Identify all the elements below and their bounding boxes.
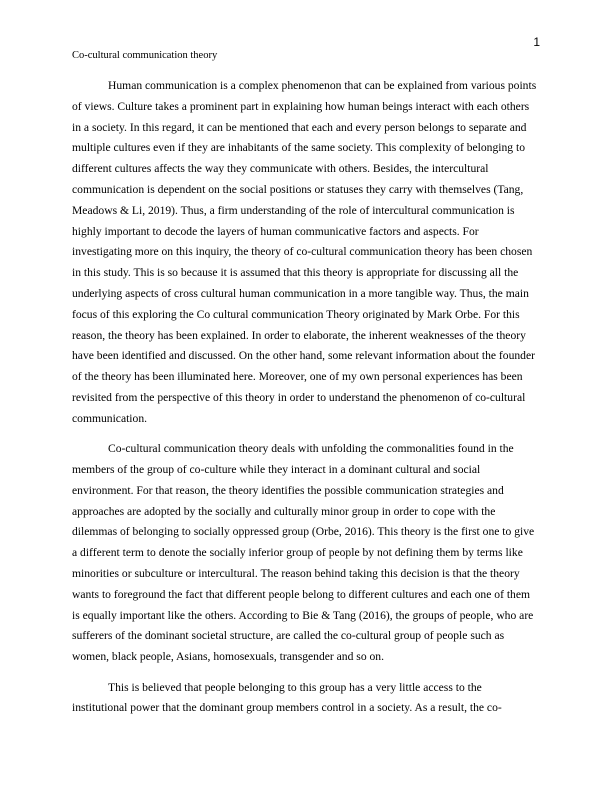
page-number: 1 [533,35,540,49]
paragraph-intro: Human communication is a complex phenomenon that can be explained from various points of views. Culture takes a prominent part in explaining how human beings interact with each others in a society. In this regard, it can be mentioned that each and every person belongs to separate and multiple cultures even if they are inhabitants of the same society. This complexity of belonging to different cultures affects the way they communicate with others. Besides, the intercultural communication is dependent on the social positions or statuses they carry with themselves (Tang, Meadows & Li, 2019). Thus, a firm understanding of the role of intercultural communication is highly important to decode the layers of human communicative factors and aspects. For investigating more on this inquiry, the theory of co-cultural communication theory has been chosen in this study. This is so because it is assumed that this theory is appropriate for discussing all the underlying aspects of cross cultural human communication in a more tangible way. Thus, the main focus of this exploring the Co cultural communication Theory originated by Mark Orbe. For this reason, the theory has been explained. In order to elaborate, the inherent weaknesses of the theory have been identified and discussed. On the other hand, some relevant information about the founder of the theory has been illuminated here. Moreover, one of my own personal experiences has been revisited from the perspective of this theory in order to understand the phenomenon of co-cultural communication. [72,79,537,425]
document-body [72,76,540,719]
paragraph-theory-overview: Co-cultural communication theory deals with unfolding the commonalities found in the members of the group of co-culture while they interact in a dominant cultural and social environment. For that reason, the theory identifies the possible communication strategies and approaches are adopted by the socially and culturally minor group in order to cope with the dilemmas of belonging to socially oppressed group (Orbe, 2016). This theory is the first one to give a different term to denote the socially inferior group of people by not defining them by terms like minorities or subculture or intercultural. The reason behind taking this decision is that the theory wants to foreground the fact that different people belong to different cultures and each one of them is equally important like the others. According to Bie & Tang (2016), the groups of people, who are sufferers of the dominant societal structure, are called the co-cultural group of people such as women, black people, Asians, homosexuals, transgender and so on. [72,442,535,664]
running-head: Co-cultural communication theory [72,50,218,61]
paragraph-institutional-power: This is believed that people belonging to this group has a very little access to the institutional power that the dominant group members control in a society. As a result, the co- [72,680,502,715]
